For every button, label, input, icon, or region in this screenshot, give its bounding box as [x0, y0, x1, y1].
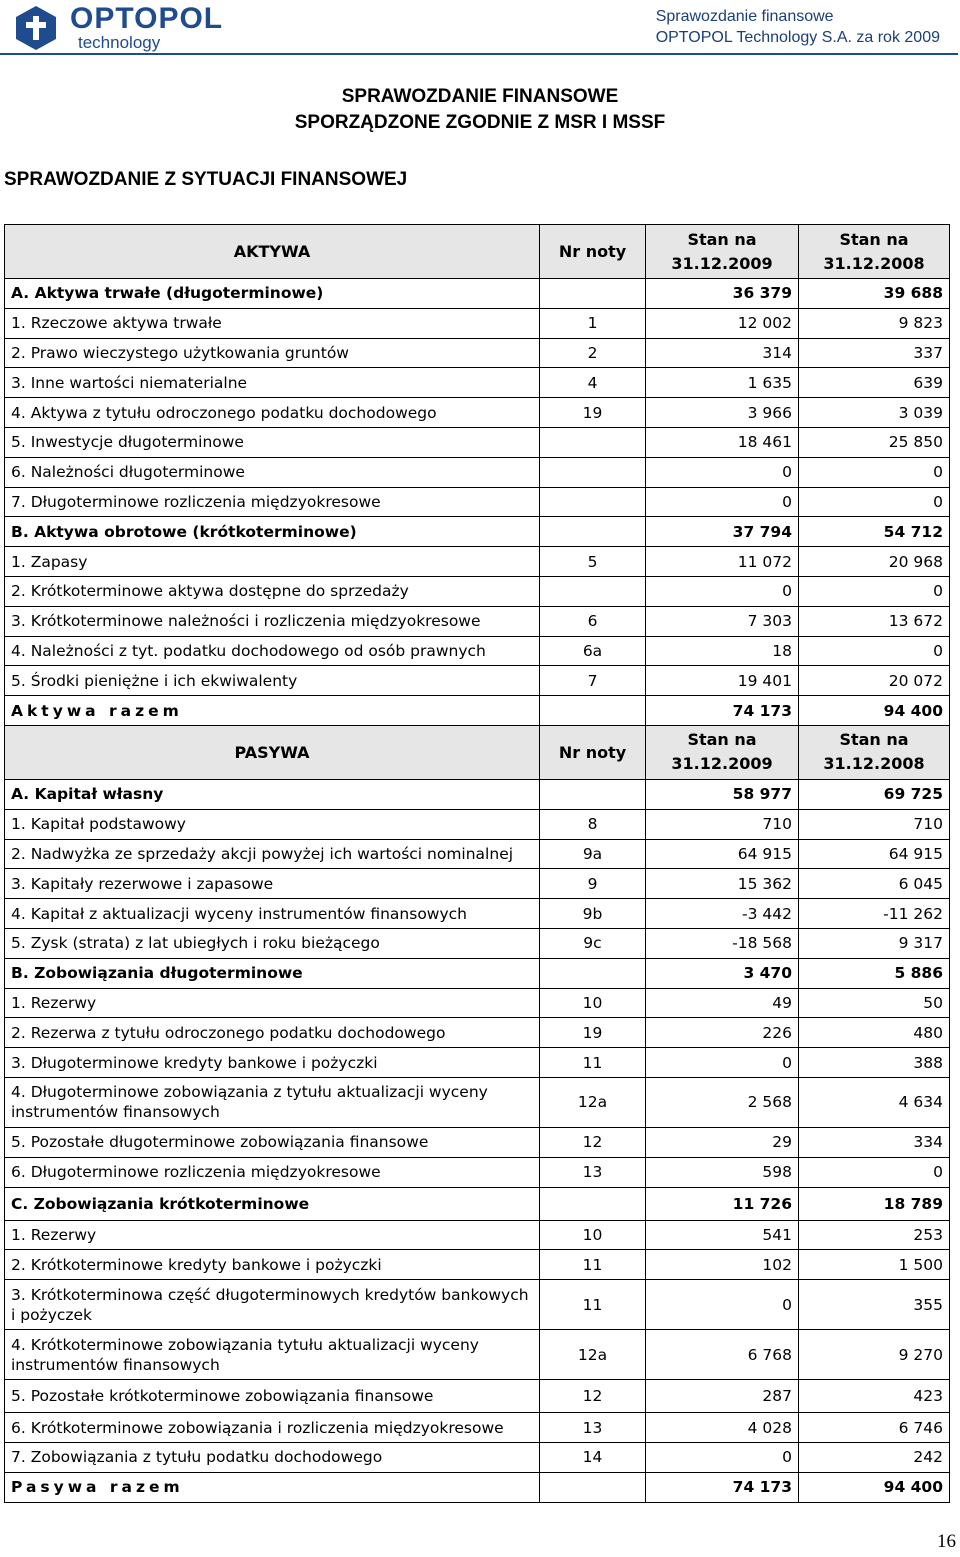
row-value-2008: 0: [799, 1157, 950, 1187]
table-row: [5, 398, 950, 428]
table-row: [5, 1413, 950, 1443]
row-value-2009: 4 028: [646, 1413, 799, 1443]
table-row: [5, 487, 950, 517]
row-note: [540, 1187, 646, 1220]
row-note: 6: [540, 606, 646, 636]
row-note: 10: [540, 1220, 646, 1250]
row-value-2009: 287: [646, 1380, 799, 1413]
document-subtitle: SPORZĄDZONE ZGODNIE Z MSR I MSSF: [294, 112, 666, 133]
row-note: [540, 958, 646, 988]
table-row: [5, 279, 950, 309]
row-note: 11: [540, 1048, 646, 1078]
section-title: SPRAWOZDANIE Z SYTUACJI FINANSOWEJ: [4, 169, 408, 190]
row-value-2009: 74 173: [646, 1472, 799, 1502]
row-value-2008: 39 688: [799, 279, 950, 309]
row-value-2009: 74 173: [646, 696, 799, 726]
row-value-2009: 2 568: [646, 1077, 799, 1127]
column-header-section: AKTYWA: [5, 225, 540, 279]
row-value-2008: 94 400: [799, 696, 950, 726]
row-value-2008: 242: [799, 1442, 950, 1472]
row-value-2008: 25 850: [799, 427, 950, 457]
row-note: 14: [540, 1442, 646, 1472]
row-value-2008: 9 317: [799, 928, 950, 958]
row-value-2009: 3 470: [646, 958, 799, 988]
table-row: [5, 606, 950, 636]
table-row: [5, 636, 950, 666]
row-value-2008: 5 886: [799, 958, 950, 988]
row-label: 2. Krótkoterminowe kredyty bankowe i pożyczki: [5, 1250, 540, 1280]
table-row: [5, 308, 950, 338]
table-row: [5, 1220, 950, 1250]
row-value-2009: 598: [646, 1157, 799, 1187]
header-divider: [0, 53, 958, 55]
row-label: 3. Długoterminowe kredyty bankowe i pożyczki: [5, 1048, 540, 1078]
row-label: 4. Aktywa z tytułu odroczonego podatku dochodowego: [5, 398, 540, 428]
row-note: 12: [540, 1380, 646, 1413]
row-value-2008: 94 400: [799, 1472, 950, 1502]
row-value-2009: 1 635: [646, 368, 799, 398]
row-note: 19: [540, 1018, 646, 1048]
row-value-2009: 58 977: [646, 779, 799, 809]
row-label: 6. Długoterminowe rozliczenia międzyokresowe: [5, 1157, 540, 1187]
row-note: 11: [540, 1250, 646, 1280]
row-value-2009: 36 379: [646, 279, 799, 309]
row-label: B. Aktywa obrotowe (krótkoterminowe): [5, 517, 540, 547]
row-note: 11: [540, 1280, 646, 1330]
table-row: [5, 457, 950, 487]
row-note: 7: [540, 666, 646, 696]
row-label: A. Kapitał własny: [5, 779, 540, 809]
row-note: 12a: [540, 1077, 646, 1127]
row-label: 4. Krótkoterminowe zobowiązania tytułu aktualizacji wyceny instrumentów finansowych: [5, 1330, 540, 1380]
logo-word: OPTOPOL: [70, 2, 224, 35]
row-value-2009: 29: [646, 1127, 799, 1157]
row-note: [540, 487, 646, 517]
row-value-2008: 0: [799, 487, 950, 517]
row-value-2008: 9 823: [799, 308, 950, 338]
row-note: 2: [540, 338, 646, 368]
row-label: A. Aktywa trwałe (długoterminowe): [5, 279, 540, 309]
row-value-2009: 15 362: [646, 869, 799, 899]
table-row: [5, 809, 950, 839]
company-logo: [8, 2, 248, 52]
row-value-2008: 20 968: [799, 547, 950, 577]
column-header-note: Nr noty: [540, 225, 646, 279]
table-row: [5, 427, 950, 457]
header-date-2009: 31.12.2009: [671, 253, 773, 273]
row-label: 5. Pozostałe krótkoterminowe zobowiązania finansowe: [5, 1380, 540, 1413]
row-value-2008: 480: [799, 1018, 950, 1048]
row-label: 1. Zapasy: [5, 547, 540, 577]
row-value-2008: 6 045: [799, 869, 950, 899]
row-value-2008: 69 725: [799, 779, 950, 809]
row-value-2008: 337: [799, 338, 950, 368]
row-note: [540, 457, 646, 487]
row-note: [540, 279, 646, 309]
row-value-2008: 64 915: [799, 839, 950, 869]
row-value-2009: 226: [646, 1018, 799, 1048]
row-value-2008: 334: [799, 1127, 950, 1157]
row-label: 2. Prawo wieczystego użytkowania gruntów: [5, 338, 540, 368]
table-row: [5, 839, 950, 869]
row-value-2009: 710: [646, 809, 799, 839]
table-row: [5, 779, 950, 809]
row-note: 9a: [540, 839, 646, 869]
table-row: [5, 1280, 950, 1330]
row-value-2009: -3 442: [646, 899, 799, 929]
row-label: 3. Krótkoterminowe należności i rozliczenia międzyokresowe: [5, 606, 540, 636]
row-note: 12a: [540, 1330, 646, 1380]
row-label: 3. Inne wartości niematerialne: [5, 368, 540, 398]
table-row: [5, 547, 950, 577]
row-note: 9: [540, 869, 646, 899]
total-row: [5, 696, 950, 726]
document-title: SPRAWOZDANIE FINANSOWE: [341, 86, 619, 107]
row-note: 1: [540, 308, 646, 338]
table-row: [5, 517, 950, 547]
row-label: 3. Kapitały rezerwowe i zapasowe: [5, 869, 540, 899]
logo-subtitle: technology: [78, 33, 161, 52]
row-value-2008: 6 746: [799, 1413, 950, 1443]
row-value-2008: 639: [799, 368, 950, 398]
table-row: [5, 1250, 950, 1280]
row-note: [540, 517, 646, 547]
table-row: [5, 988, 950, 1018]
row-note: 4: [540, 368, 646, 398]
row-value-2008: 20 072: [799, 666, 950, 696]
row-label: 1. Rezerwy: [5, 1220, 540, 1250]
row-value-2009: 18 461: [646, 427, 799, 457]
row-note: [540, 1472, 646, 1502]
row-label: 6. Krótkoterminowe zobowiązania i rozliczenia międzyokresowe: [5, 1413, 540, 1443]
row-value-2008: -11 262: [799, 899, 950, 929]
table-row: [5, 1442, 950, 1472]
row-value-2009: 541: [646, 1220, 799, 1250]
row-value-2009: 0: [646, 1442, 799, 1472]
total-row: [5, 1472, 950, 1502]
row-value-2008: 13 672: [799, 606, 950, 636]
row-value-2009: 0: [646, 457, 799, 487]
row-value-2008: 9 270: [799, 1330, 950, 1380]
row-value-2008: 0: [799, 576, 950, 606]
row-value-2008: 0: [799, 457, 950, 487]
header-date-2009: 31.12.2009: [671, 754, 773, 774]
table-row: [5, 368, 950, 398]
row-note: 8: [540, 809, 646, 839]
table-row: [5, 338, 950, 368]
table-row: [5, 666, 950, 696]
header-stan-na: Stan na: [839, 229, 909, 249]
table-row: [5, 576, 950, 606]
row-label: 1. Rzeczowe aktywa trwałe: [5, 308, 540, 338]
row-note: [540, 696, 646, 726]
row-value-2008: 355: [799, 1280, 950, 1330]
table-row: [5, 1018, 950, 1048]
header-stan-na: Stan na: [839, 730, 909, 750]
row-note: [540, 576, 646, 606]
row-label: 4. Długoterminowe zobowiązania z tytułu aktualizacji wyceny instrumentów finansowych: [5, 1077, 540, 1127]
column-header-2008: [799, 725, 950, 779]
row-note: 13: [540, 1413, 646, 1443]
row-label: 1. Kapitał podstawowy: [5, 809, 540, 839]
row-value-2009: -18 568: [646, 928, 799, 958]
row-label: B. Zobowiązania długoterminowe: [5, 958, 540, 988]
row-label: 3. Krótkoterminowa część długoterminowych kredytów bankowych i pożyczek: [5, 1280, 540, 1330]
row-label: 5. Pozostałe długoterminowe zobowiązania finansowe: [5, 1127, 540, 1157]
row-label: 5. Środki pieniężne i ich ekwiwalenty: [5, 666, 540, 696]
row-value-2008: 4 634: [799, 1077, 950, 1127]
header-date-2008: 31.12.2008: [823, 754, 925, 774]
row-note: [540, 427, 646, 457]
table-row: [5, 1187, 950, 1220]
row-note: 6a: [540, 636, 646, 666]
column-header-2008: [799, 225, 950, 279]
row-note: 12: [540, 1127, 646, 1157]
logo-mark-icon: [8, 2, 64, 52]
row-value-2009: 11 072: [646, 547, 799, 577]
row-value-2009: 19 401: [646, 666, 799, 696]
row-value-2009: 64 915: [646, 839, 799, 869]
table-row: [5, 1330, 950, 1380]
header-date-2008: 31.12.2008: [823, 253, 925, 273]
table-row: [5, 869, 950, 899]
row-value-2008: 0: [799, 636, 950, 666]
row-label: 6. Należności długoterminowe: [5, 457, 540, 487]
row-value-2008: 18 789: [799, 1187, 950, 1220]
row-value-2008: 3 039: [799, 398, 950, 428]
table-row: [5, 1077, 950, 1127]
row-value-2008: 710: [799, 809, 950, 839]
row-value-2009: 12 002: [646, 308, 799, 338]
table-row: [5, 1127, 950, 1157]
column-header-2009: [646, 725, 799, 779]
balance-sheet-table: [4, 224, 950, 1503]
table-row: [5, 1380, 950, 1413]
row-label: C. Zobowiązania krótkoterminowe: [5, 1187, 540, 1220]
row-value-2008: 1 500: [799, 1250, 950, 1280]
row-value-2009: 314: [646, 338, 799, 368]
row-value-2008: 54 712: [799, 517, 950, 547]
table-row: [5, 1048, 950, 1078]
row-label: 7. Długoterminowe rozliczenia międzyokresowe: [5, 487, 540, 517]
table-row: [5, 899, 950, 929]
row-value-2008: 50: [799, 988, 950, 1018]
table-row: [5, 1157, 950, 1187]
row-label: Pasywa razem: [5, 1472, 540, 1502]
row-label: 2. Nadwyżka ze sprzedaży akcji powyżej ich wartości nominalnej: [5, 839, 540, 869]
row-label: 5. Zysk (strata) z lat ubiegłych i roku bieżącego: [5, 928, 540, 958]
row-value-2009: 3 966: [646, 398, 799, 428]
row-value-2009: 0: [646, 1280, 799, 1330]
row-value-2009: 6 768: [646, 1330, 799, 1380]
row-note: 9c: [540, 928, 646, 958]
row-value-2008: 388: [799, 1048, 950, 1078]
row-value-2009: 18: [646, 636, 799, 666]
row-note: 9b: [540, 899, 646, 929]
table-header-row: [5, 225, 950, 279]
header-report-info: [656, 6, 940, 48]
header-report-title: Sprawozdanie finansowe: [655, 8, 834, 25]
row-label: 2. Krótkoterminowe aktywa dostępne do sprzedaży: [5, 576, 540, 606]
row-note: 5: [540, 547, 646, 577]
row-label: 2. Rezerwa z tytułu odroczonego podatku dochodowego: [5, 1018, 540, 1048]
table-row: [5, 928, 950, 958]
row-note: 10: [540, 988, 646, 1018]
row-note: 13: [540, 1157, 646, 1187]
column-header-note: Nr noty: [540, 725, 646, 779]
row-value-2009: 37 794: [646, 517, 799, 547]
row-value-2008: 423: [799, 1380, 950, 1413]
row-label: 5. Inwestycje długoterminowe: [5, 427, 540, 457]
row-label: Aktywa razem: [5, 696, 540, 726]
column-header-2009: [646, 225, 799, 279]
row-value-2009: 0: [646, 576, 799, 606]
row-note: [540, 779, 646, 809]
row-value-2009: 7 303: [646, 606, 799, 636]
row-value-2009: 0: [646, 1048, 799, 1078]
row-value-2009: 49: [646, 988, 799, 1018]
row-value-2008: 253: [799, 1220, 950, 1250]
row-value-2009: 0: [646, 487, 799, 517]
column-header-section: PASYWA: [5, 725, 540, 779]
row-label: 4. Kapitał z aktualizacji wyceny instrumentów finansowych: [5, 899, 540, 929]
row-label: 7. Zobowiązania z tytułu podatku dochodowego: [5, 1442, 540, 1472]
row-value-2009: 102: [646, 1250, 799, 1280]
row-label: 1. Rezerwy: [5, 988, 540, 1018]
row-label: 4. Należności z tyt. podatku dochodowego od osób prawnych: [5, 636, 540, 666]
row-value-2009: 11 726: [646, 1187, 799, 1220]
row-note: 19: [540, 398, 646, 428]
page-header: [0, 0, 960, 56]
header-stan-na: Stan na: [687, 730, 757, 750]
header-stan-na: Stan na: [687, 229, 757, 249]
table-row: [5, 958, 950, 988]
page-number: 16: [937, 1531, 956, 1552]
header-company-year: OPTOPOL Technology S.A. za rok 2009: [655, 29, 940, 46]
table-header-row: [5, 725, 950, 779]
